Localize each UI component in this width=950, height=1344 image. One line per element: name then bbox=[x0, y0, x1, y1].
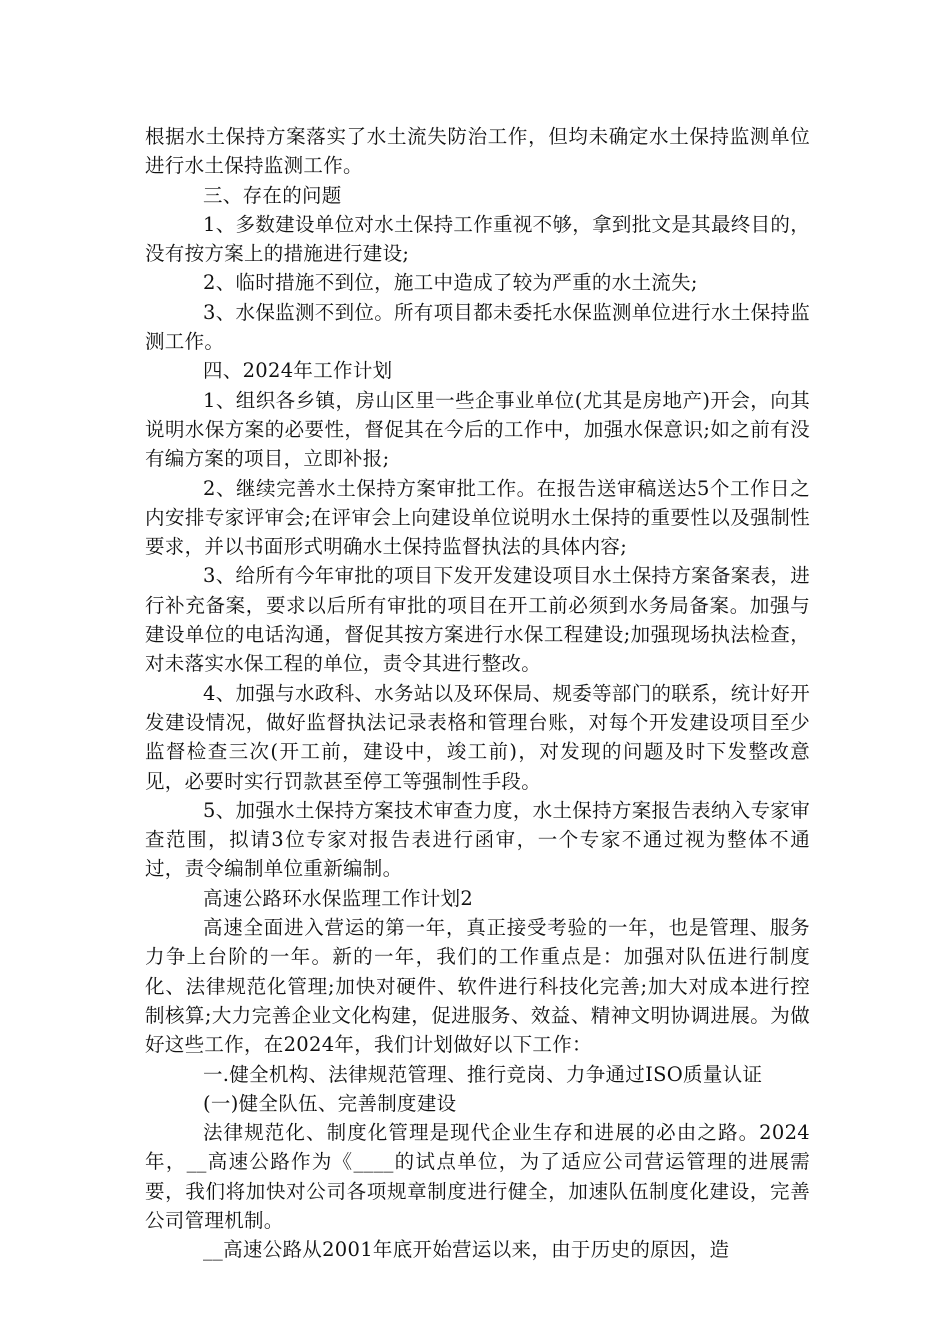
paragraph: 1、组织各乡镇，房山区里一些企事业单位(尤其是房地产)开会，向其说明水保方案的必要性，督促其在今后的工作中，加强水保意识;如之前有没有编方案的项目，立即补报; bbox=[145, 388, 810, 471]
section-heading: 高速公路环水保监理工作计划2 bbox=[203, 886, 474, 910]
paragraph: 3、水保监测不到位。所有项目都未委托水保监测单位进行水土保持监测工作。 bbox=[145, 300, 810, 354]
paragraph: 2、临时措施不到位，施工中造成了较为严重的水土流失; bbox=[203, 271, 698, 295]
subsection-heading: (一)健全队伍、完善制度建设 bbox=[203, 1091, 457, 1115]
section-heading: 三、存在的问题 bbox=[203, 183, 342, 207]
paragraph: 1、多数建设单位对水土保持工作重视不够，拿到批文是其最终目的，没有按方案上的措施进行建设; bbox=[145, 212, 810, 266]
document-body bbox=[145, 122, 810, 1265]
paragraph: 法律规范化、制度化管理是现代企业生存和进展的必由之路。2024年，__高速公路作为《____的试点单位，为了适应公司营运管理的进展需要，我们将加快对公司各项规章制度进行健全，加速队伍制度化建设，完善公司管理机制。 bbox=[145, 1121, 810, 1232]
paragraph: __高速公路从2001年底开始营运以来，由于历史的原因，造 bbox=[203, 1238, 730, 1262]
paragraph: 根据水土保持方案落实了水土流失防治工作，但均未确定水土保持监测单位进行水土保持监测工作。 bbox=[145, 125, 810, 178]
paragraph: 5、加强水土保持方案技术审查力度，水土保持方案报告表纳入专家审查范围，拟请3位专家对报告表进行函审，一个专家不通过视为整体不通过，责令编制单位重新编制。 bbox=[145, 798, 810, 881]
paragraph: 3、给所有今年审批的项目下发开发建设项目水土保持方案备案表，进行补充备案，要求以后所有审批的项目在开工前必须到水务局备案。加强与建设单位的电话沟通，督促其按方案进行水保工程建设;加强现场执法检查，对未落实水保工程的单位，责令其进行整改。 bbox=[145, 564, 810, 676]
paragraph: 高速全面进入营运的第一年，真正接受考验的一年，也是管理、服务力争上台阶的一年。新的一年，我们的工作重点是：加强对队伍进行制度化、法律规范化管理;加快对硬件、软件进行科技化完善;加大对成本进行控制核算;大力完善企业文化构建，促进服务、效益、精神文明协调进展。为做好这些工作，在2024年，我们计划做好以下工作： bbox=[145, 916, 810, 1057]
section-heading: 四、2024年工作计划 bbox=[203, 359, 393, 383]
section-heading: 一.健全机构、法律规范管理、推行竞岗、力争通过ISO质量认证 bbox=[203, 1062, 763, 1086]
paragraph: 2、继续完善水土保持方案审批工作。在报告送审稿送达5个工作日之内安排专家评审会;在评审会上向建设单位说明水土保持的重要性以及强制性要求，并以书面形式明确水土保持监督执法的具体内容; bbox=[145, 476, 810, 559]
paragraph: 4、加强与水政科、水务站以及环保局、规委等部门的联系，统计好开发建设情况，做好监督执法记录表格和管理台账，对每个开发建设项目至少监督检查三次(开工前，建设中，竣工前)，对发现的问题及时下发整改意见，必要时实行罚款甚至停工等强制性手段。 bbox=[145, 681, 810, 793]
